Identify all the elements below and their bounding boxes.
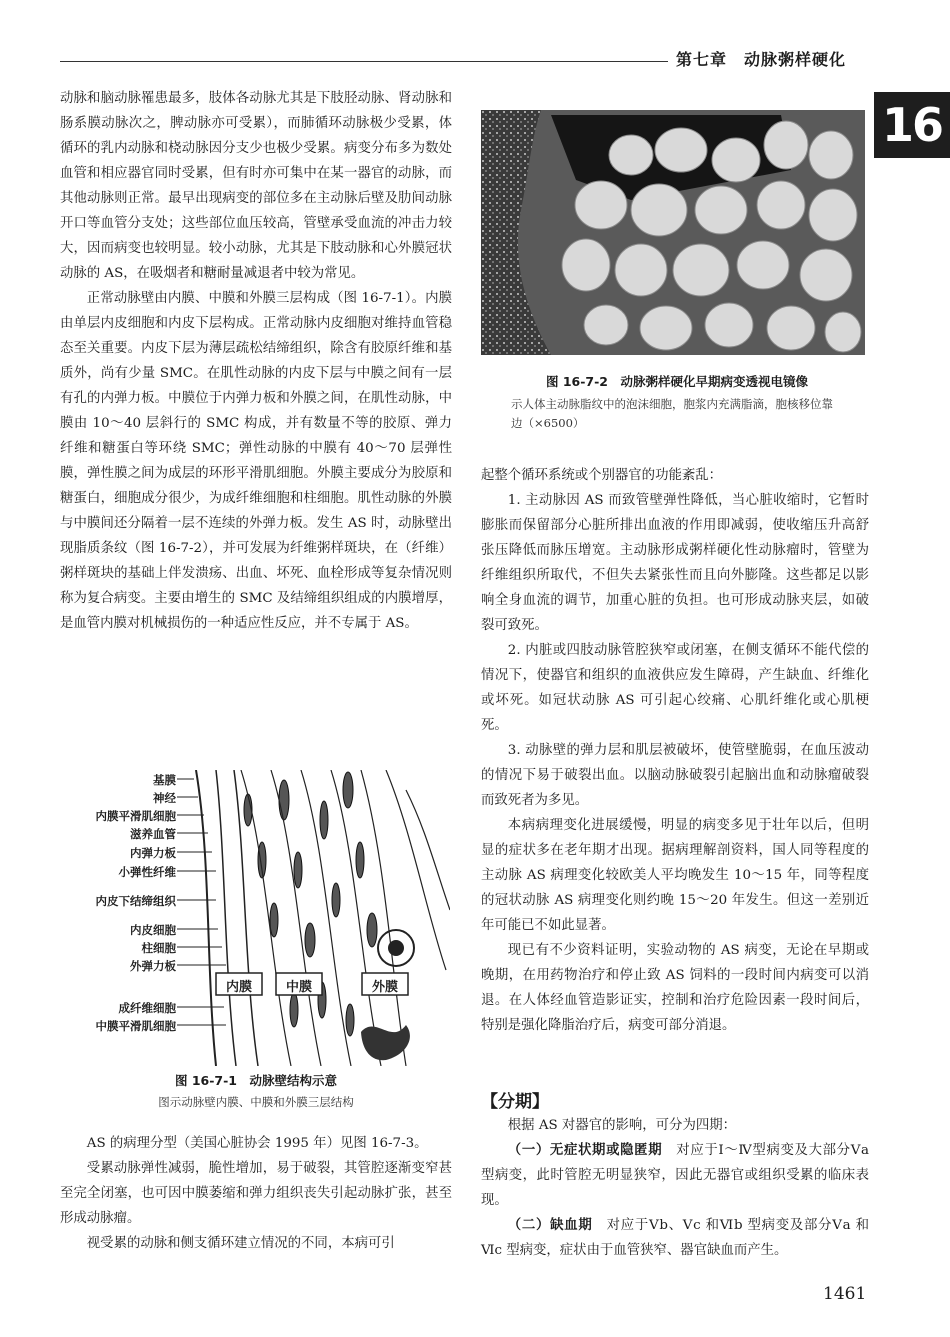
paragraph: 1. 主动脉因 AS 而致管壁弹性降低，当心脏收缩时，它暂时膨胀而保留部分心脏所排出血液的作用即减弱，使收缩压升高舒张压降低而脉压增宽。主动脉形成粥样硬化性动脉瘤时，管壁为纤维组织所取代，不但失去紧张性而且向外膨隆。这些都足以影响全身血流的调节，加重心脏的负担。也可形成动脉夹层，如破裂可致死。: [481, 493, 869, 633]
diagram-label: 成纤维细胞: [118, 1001, 176, 1015]
stage-text: 对应于Ⅴb、Ⅴc 和Ⅵb 型病变及部分Ⅴa 和Ⅵc 型病变，症状由于血管狭窄、器官缺血而产生。: [481, 1218, 869, 1258]
page-number: 1461: [823, 1284, 867, 1304]
paragraph: 视受累的动脉和侧支循环建立情况的不同，本病可引: [86, 1236, 395, 1251]
figure-1-caption: [60, 1071, 452, 1112]
stage-heading: （二）缺血期: [507, 1218, 593, 1233]
running-header: 第七章 动脉粥样硬化: [676, 50, 847, 69]
paragraph: AS 的病理分型（美国心脏协会 1995 年）见图 16-7-3。: [86, 1136, 428, 1151]
diagram-label: 基膜: [153, 773, 176, 787]
electron-micrograph: [481, 110, 865, 355]
diagram-label: 内膜平滑肌细胞: [95, 809, 176, 823]
stage-text: 对应于Ⅰ～Ⅳ型病变及大部分Ⅴa 型病变，此时管腔无明显狭窄，因此无器官或组织受累的临床表现。: [481, 1143, 870, 1208]
right-column-top: [481, 463, 869, 1038]
header-rule: [60, 61, 668, 62]
stage-heading: （一）无症状期或隐匿期: [507, 1143, 663, 1158]
diagram-label: 内皮下结缔组织: [95, 894, 176, 908]
diagram-label: 中膜平滑肌细胞: [95, 1019, 176, 1033]
paragraph: 动脉和脑动脉罹患最多，肢体各动脉尤其是下肢胫动脉、肾动脉和肠系膜动脉次之，脾动脉亦可受累），而肺循环动脉极少受累，体循环的乳内动脉和桡动脉因分支少也极少受累。病变分布多为数处血管和相应器官同时受累，但有时亦可集中在某一器官的动脉，而其他动脉则正常。最早出现病变的部位多在主动脉后壁及肋间动脉开口等血管分支处；这些部位血压较高，管壁承受血流的冲击力较大，因而病变也较明显。较小动脉，尤其是下肢动脉和心外膜冠状动脉的 AS，在吸烟者和糖耐量减退者中较为常见。: [60, 91, 452, 281]
left-column-bottom: [60, 1131, 452, 1256]
paragraph: [481, 1213, 869, 1263]
paragraph: [481, 1138, 869, 1213]
caption-title: 图 16-7-1 动脉壁结构示意: [174, 1073, 338, 1088]
left-column-top: [60, 86, 452, 636]
paragraph: 起整个循环系统或个别器官的功能紊乱：: [481, 468, 723, 483]
layer-label-intima: 内膜: [225, 980, 252, 995]
diagram-label: 柱细胞: [141, 941, 176, 955]
paragraph: 正常动脉壁由内膜、中膜和外膜三层构成（图 16-7-1）。内膜由单层内皮细胞和内皮下层构成。正常动脉内皮细胞对维持血管稳态至关重要。内皮下层为薄层疏松结缔组织，除含有胶原纤维和基质外，尚有少量 SMC。在肌性动脉的内皮下层与中膜之间有一层有孔的内弹力板。中膜位于内弹力板和外膜之间，在肌性动脉，中膜由 10～40 层斜行的 SMC 构成，并有数量不等的胶原、弹力纤维和糖蛋白等环绕 SMC；弹性动脉的中膜有 40～70 层弹性膜，弹性膜之间为成层的环形平滑肌细胞。外膜主要成分为胶原和糖蛋白，细胞成分很少，为成纤维细胞和柱细胞。肌性动脉的外膜与中膜间还分隔着一层不连续的外弹力板。发生 AS 时，动脉壁出现脂质条纹（图 16-7-2），并可发展为纤维粥样斑块，在（纤维）粥样斑块的基础上伴发溃疡、出血、坏死、血栓形成等复杂情况则称为复合病变。主要由增生的 SMC 及结缔组织组成的内膜增厚，是血管内膜对机械损伤的一种适应性反应，并不专属于 AS。: [60, 291, 452, 631]
diagram-label: 滋养血管: [130, 827, 176, 841]
paragraph: 受累动脉弹性减弱，脆性增加，易于破裂，其管腔逐渐变窄甚至完全闭塞，也可因中膜萎缩和弹力组织丧失引起动脉扩张，甚至形成动脉瘤。: [60, 1161, 452, 1226]
paragraph: 3. 动脉壁的弹力层和肌层被破坏，使管壁脆弱，在血压波动的情况下易于破裂出血。以脑动脉破裂引起脑出血和动脉瘤破裂而致死者为多见。: [481, 743, 869, 808]
diagram-label: 小弹性纤维: [118, 865, 176, 879]
paragraph: 2. 内脏或四肢动脉管腔狭窄或闭塞，在侧支循环不能代偿的情况下，使器官和组织的血液供应发生障碍，产生缺血、纤维化或坏死。如冠状动脉 AS 可引起心绞痛、心肌纤维化或心肌梗死。: [481, 643, 869, 733]
paragraph: 根据 AS 对器官的影响，可分为四期：: [507, 1118, 737, 1133]
diagram-label: 外弹力板: [130, 959, 176, 973]
caption-subtitle: 图示动脉壁内膜、中膜和外膜三层结构: [158, 1095, 354, 1109]
layer-label-media: 中膜: [285, 980, 312, 995]
caption-title: 图 16-7-2 动脉粥样硬化早期病变透视电镜像: [545, 374, 809, 389]
diagram-label: 神经: [153, 791, 176, 805]
paragraph: 现已有不少资料证明，实验动物的 AS 病变，无论在早期或晚期，在用药物治疗和停止致 AS 饲料的一段时间内病变可以消退。在人体经血管造影证实，控制和治疗危险因素一段时间后，特别是强化降脂治疗后，病变可部分消退。: [481, 943, 869, 1033]
artery-wall-drawing: [66, 770, 450, 1066]
section-heading: 【分期】: [481, 1092, 549, 1112]
layer-label-adventitia: 外膜: [371, 980, 398, 995]
chapter-tab: 16: [874, 92, 950, 158]
caption-subtitle: 示人体主动脉脂纹中的泡沫细胞，胞浆内充满脂滴，胞核移位靠边（×6500）: [511, 397, 833, 430]
artery-wall-diagram: [66, 770, 450, 1066]
diagram-label: 内皮细胞: [130, 923, 176, 937]
figure-2-caption: [481, 372, 873, 433]
paragraph: 本病病理变化进展缓慢，明显的病变多见于壮年以后，但明显的症状多在老年期才出现。据病理解剖资料，国人同等程度的主动脉 AS 病理变化较欧美人平均晚发生 10～15 年，同等程度的冠状动脉 AS 病理变化则约晚 15～20 年发生。但这一差别近年可能已不如此显著。: [481, 818, 869, 933]
right-column-bottom: [481, 1113, 869, 1263]
diagram-label: 内弹力板: [130, 846, 176, 860]
